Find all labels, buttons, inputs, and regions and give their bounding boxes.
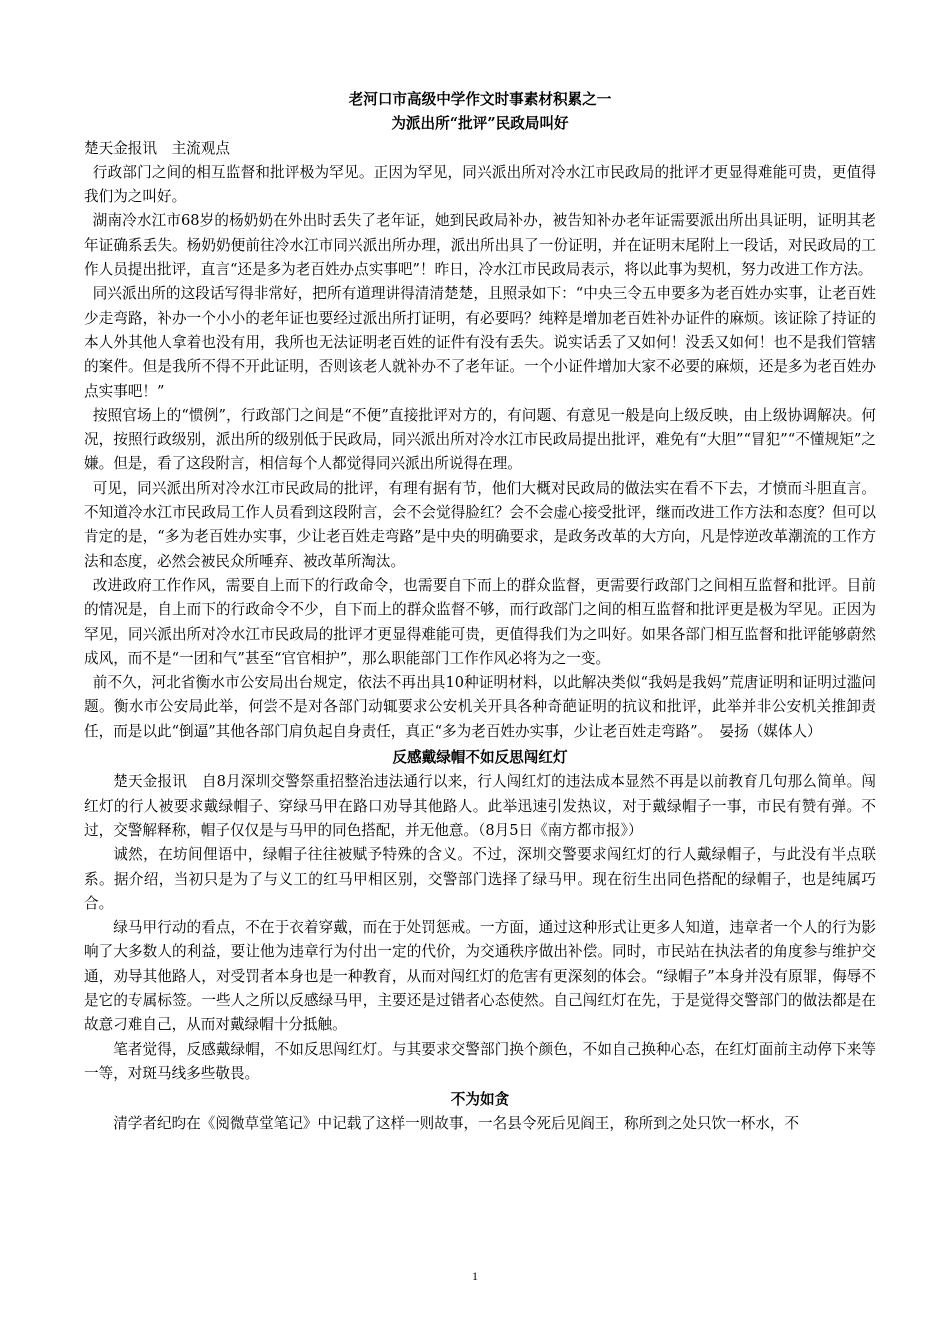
paragraph: 改进政府工作作风，需要自上而下的行政命令，也需要自下而上的群众监督，更需要行政部门之间相互监督和批评。目前的情况是，自上而下的行政命令不少，自下而上的群众监督不够，而行政部门之间的相互监督和批评更是极为罕见。正因为罕见，同兴派出所对冷水江市民政局的批评才更显得难能可贵，更值得我们为之叫好。如果各部门相互监督和批评能够蔚然成风，而不是“一团和气”甚至“官官相护”，那么职能部门工作作风必将为之一变。: [84, 576, 876, 667]
article-byline: 楚天金报讯 主流观点: [84, 139, 230, 157]
paragraph: 清学者纪昀在《阅微草堂笔记》中记载了这样一则故事，一名县令死后见阎王，称所到之处只饮一杯水，不: [113, 1115, 800, 1133]
section-heading: 反感戴绿帽不如反思闯红灯: [392, 749, 568, 767]
document-title: 老河口市高级中学作文时事素材积累之一: [348, 91, 612, 108]
paragraph: 行政部门之间的相互监督和批评极为罕见。正因为罕见，同兴派出所对冷水江市民政局的批评才更显得难能可贵，更值得我们为之叫好。: [84, 163, 876, 206]
paragraph: 按照官场上的“惯例”，行政部门之间是“不便”直接批评对方的，有问题、有意见一般是向上级反映，由上级协调解决。何况，按照行政级别，派出所的级别低于民政局，同兴派出所对冷水江市民政局提出批评，难免有“大胆”“冒犯”“不懂规矩”之嫌。但是，看了这段附言，相信每个人都觉得同兴派出所说得在理。: [84, 406, 876, 473]
section-heading: 不为如贪: [450, 1091, 510, 1109]
document-body: [84, 88, 876, 1137]
paragraph: 楚天金报讯 自8月深圳交警祭重招整治违法通行以来，行人闯红灯的违法成本显然不再是以前教育几句那么简单。闯红灯的行人被要求戴绿帽子、穿绿马甲在路口劝导其他路人。此举迅速引发热议，对于戴绿帽子一事，市民有赞有弹。不过，交警解释称，帽子仅仅是与马甲的同色搭配，并无他意。（8月5日《南方都市报》）: [84, 773, 876, 839]
paragraph: 笔者觉得，反感戴绿帽，不如反思闯红灯。与其要求交警部门换个颜色，不如自己换种心态，在红灯面前主动停下来等一等，对斑马线多些敬畏。: [84, 1040, 876, 1082]
paragraph: 可见，同兴派出所对冷水江市民政局的批评，有理有据有节，他们大概对民政局的做法实在看不下去，才愤而斗胆直言。不知道冷水江市民政局工作人员看到这段附言，会不会觉得脸红？会不会虚心接受批评，继而改进工作方法和态度？但可以肯定的是，“多为老百姓办实事，少让老百姓走弯路”是中央的明确要求，是政务改革的大方向，凡是悖逆改革潮流的工作方法和态度，必然会被民众所唾弃、被改革所淘汰。: [84, 479, 876, 570]
paragraph: 绿马甲行动的看点，不在于衣着穿戴，而在于处罚惩戒。一方面，通过这种形式让更多人知道，违章者一个人的行为影响了大多数人的利益，要让他为违章行为付出一定的代价，为交通秩序做出补偿。同时，市民站在执法者的角度参与维护交通，劝导其他路人，对受罚者本身也是一种教育，从而对闯红灯的危害有更深刻的体会。“绿帽子”本身并没有原罪，侮辱不是它的专属标签。一些人之所以反感绿马甲，主要还是过错者心态使然。自己闯红灯在先，于是觉得交警部门的做法都是在故意刁难自己，从而对戴绿帽十分抵触。: [84, 919, 876, 1034]
paragraph: 前不久，河北省衡水市公安局出台规定，依法不再出具10种证明材料，以此解决类似“我妈是我妈”荒唐证明和证明过滥问题。衡水市公安局此举，何尝不是对各部门动辄要求公安机关开具各种奇葩证明的抗议和批评，此举并非公安机关推卸责任，而是以此“倒逼”其他各部门肩负起自身责任，真正“多为老百姓办实事，少让老百姓走弯路”。 晏扬（媒体人）: [84, 674, 876, 740]
paragraph: 诚然，在坊间俚语中，绿帽子往往被赋予特殊的含义。不过，深圳交警要求闯红灯的行人戴绿帽子，与此没有半点联系。据介绍，当初只是为了与义工的红马甲相区别，交警部门选择了绿马甲。现在衍生出同色搭配的绿帽子，也是纯属巧合。: [84, 846, 876, 912]
paragraph: 湖南冷水江市68岁的杨奶奶在外出时丢失了老年证，她到民政局补办，被告知补办老年证需要派出所出具证明，证明其老年证确系丢失。杨奶奶便前往冷水江市同兴派出所办理，派出所出具了一份证明，并在证明末尾附上一段话，对民政局的工作人员提出批评，直言“还是多为老百姓办点实事吧”！昨日，冷水江市民政局表示，将以此事为契机，努力改进工作方法。: [84, 212, 876, 279]
page-number: 1: [472, 1269, 478, 1283]
paragraph: 同兴派出所的这段话写得非常好，把所有道理讲得清清楚楚，且照录如下：“中央三令五申要多为老百姓办实事，让老百姓少走弯路，补办一个小小的老年证也要经过派出所打证明，有必要吗？纯粹是增加老百姓补办证件的麻烦。该证除了持证的本人外其他人拿着也没有用，我所也无法证明老百姓的证件有没有丢失。说实话丢了又如何！没丢又如何！也不是我们管辖的案件。但是我所不得不开此证明，否则该老人就补办不了老年证。一个小证件增加大家不必要的麻烦，还是多为老百姓办点实事吧！”: [84, 285, 876, 400]
article-title: 为派出所“批评”民政局叫好: [391, 115, 569, 133]
